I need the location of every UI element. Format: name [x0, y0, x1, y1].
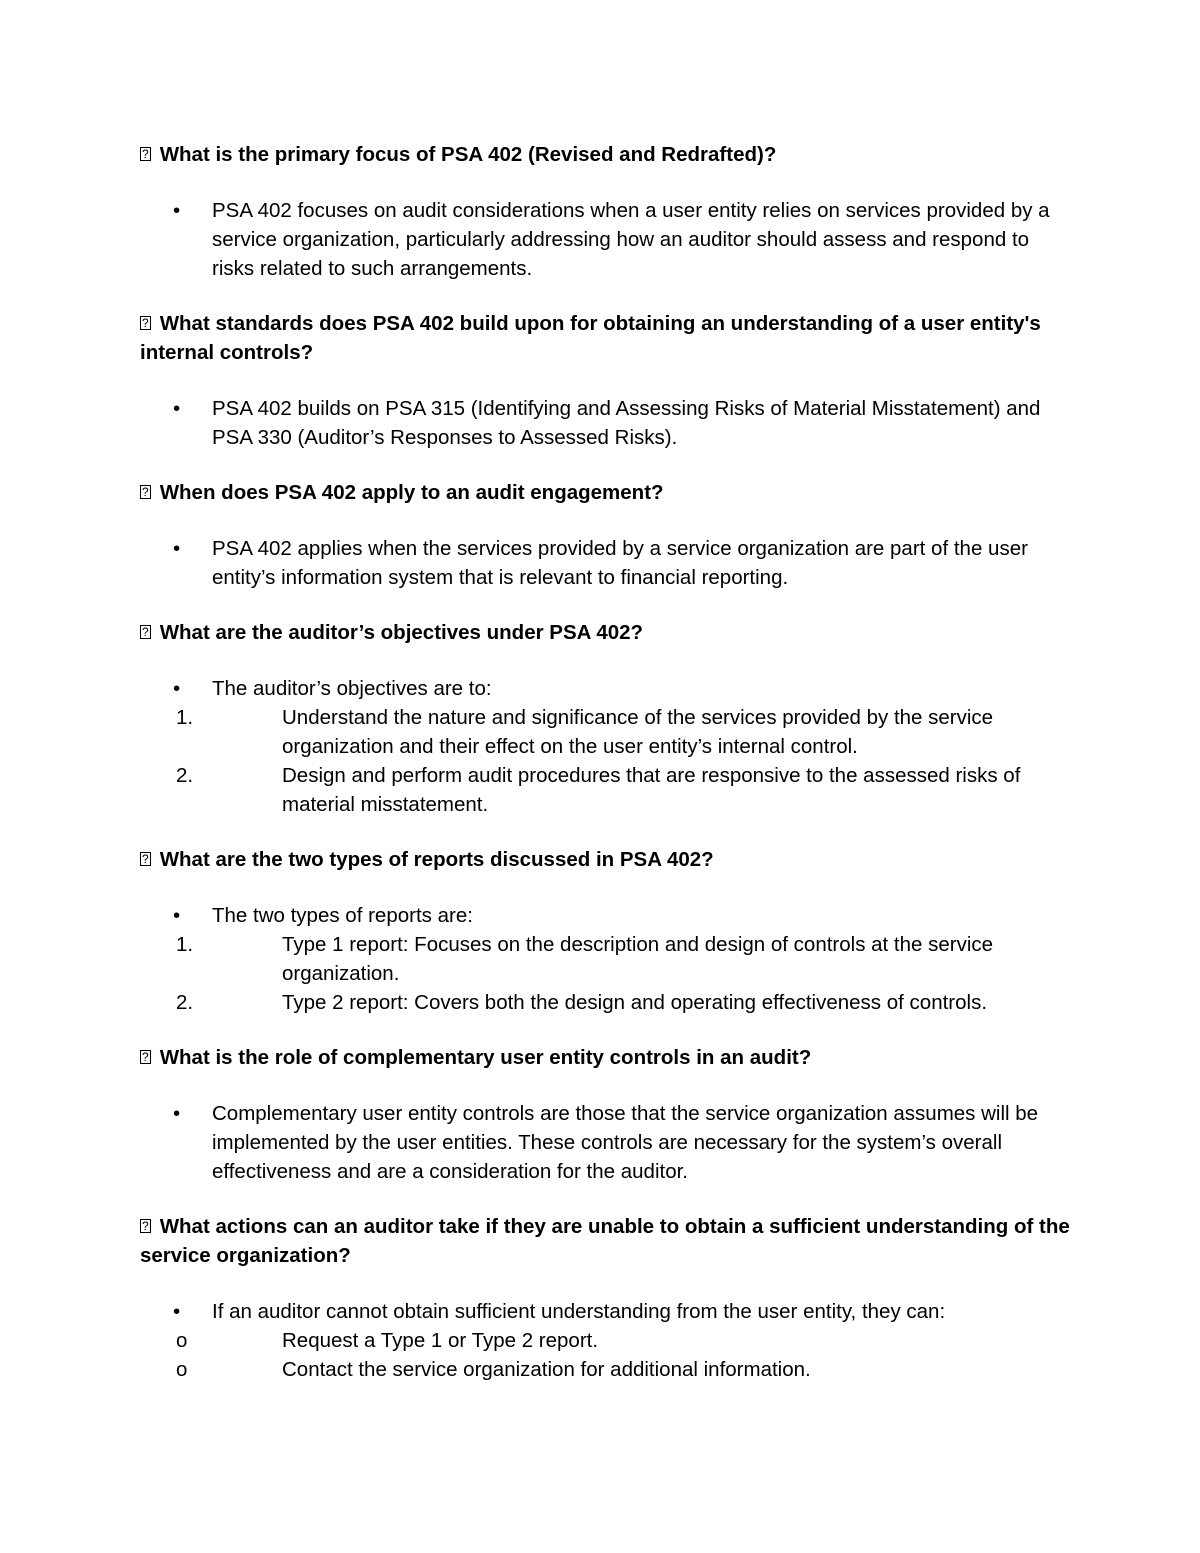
question-3: [140, 478, 1070, 507]
missing-glyph-icon: ?: [142, 852, 149, 866]
question-1: [140, 140, 1070, 169]
question-text: When does PSA 402 apply to an audit engagement?: [159, 481, 664, 504]
sub-item: [142, 988, 1070, 1017]
answer-item: [140, 674, 1070, 819]
answer-text: PSA 402 focuses on audit considerations when a user entity relies on services provided by a service organization, particularly addressing how an auditor should assess and respond to risks related to such arrangements.: [212, 199, 1050, 280]
bullet-icon: •: [173, 677, 181, 700]
sub-item: [142, 703, 1070, 761]
list-number: 2.: [176, 764, 194, 787]
circle-bullet-icon: o: [176, 1358, 188, 1381]
question-4: [140, 618, 1070, 647]
answer-list-3: [140, 534, 1070, 592]
bullet-icon: •: [173, 1300, 181, 1323]
missing-glyph-icon: ?: [142, 316, 149, 330]
answer-list-4: [140, 674, 1070, 819]
question-7: [140, 1212, 1070, 1270]
answer-item: [140, 394, 1070, 452]
missing-glyph-icon: ?: [142, 625, 149, 639]
sub-list: [176, 1326, 1070, 1384]
missing-glyph-icon: ?: [142, 147, 149, 161]
question-text: What is the primary focus of PSA 402 (Revised and Redrafted)?: [159, 143, 777, 166]
answer-text: The two types of reports are:: [212, 904, 473, 927]
question-text: What actions can an auditor take if they are unable to obtain a sufficient understanding of the service organization?: [140, 1215, 1070, 1267]
sub-item: [142, 930, 1070, 988]
sub-item-text: Type 1 report: Focuses on the description and design of controls at the service organization.: [282, 933, 994, 985]
answer-list-6: [140, 1099, 1070, 1186]
sub-list: [176, 703, 1070, 819]
question-text: What are the two types of reports discussed in PSA 402?: [159, 848, 714, 871]
list-number: 1.: [176, 706, 194, 729]
sub-item-text: Design and perform audit procedures that are responsive to the assessed risks of material misstatement.: [282, 764, 1021, 816]
bullet-icon: •: [173, 904, 181, 927]
bullet-icon: •: [173, 1102, 181, 1125]
question-text: What are the auditor’s objectives under PSA 402?: [159, 621, 644, 644]
sub-item-text: Request a Type 1 or Type 2 report.: [282, 1329, 599, 1352]
answer-text: PSA 402 applies when the services provided by a service organization are part of the user entity’s information system that is relevant to financial reporting.: [212, 537, 1028, 589]
sub-item: [142, 761, 1070, 819]
list-number: 1.: [176, 933, 194, 956]
sub-item-text: Type 2 report: Covers both the design and operating effectiveness of controls.: [282, 991, 988, 1014]
question-2: [140, 309, 1070, 367]
missing-glyph-icon: ?: [142, 1050, 149, 1064]
bullet-icon: •: [173, 199, 181, 222]
missing-glyph-icon: ?: [142, 485, 149, 499]
document-page: [140, 140, 1070, 1410]
answer-item: [140, 1099, 1070, 1186]
answer-list-2: [140, 394, 1070, 452]
bullet-icon: •: [173, 537, 181, 560]
answer-list-5: [140, 901, 1070, 1017]
sub-list: [176, 930, 1070, 1017]
list-number: 2.: [176, 991, 194, 1014]
question-5: [140, 845, 1070, 874]
bullet-icon: •: [173, 397, 181, 420]
answer-item: [140, 1297, 1070, 1384]
question-text: What is the role of complementary user entity controls in an audit?: [159, 1046, 812, 1069]
sub-item: [142, 1326, 1070, 1355]
answer-text: The auditor’s objectives are to:: [212, 677, 492, 700]
sub-item-text: Understand the nature and significance of the services provided by the service organization and their effect on the user entity’s internal control.: [282, 706, 994, 758]
answer-item: [140, 534, 1070, 592]
sub-item: [142, 1355, 1070, 1384]
answer-text: If an auditor cannot obtain sufficient understanding from the user entity, they can:: [212, 1300, 946, 1323]
answer-text: Complementary user entity controls are those that the service organization assumes will be implemented by the user entities. These controls are necessary for the system’s overall effectiveness and are a consideration for the auditor.: [212, 1102, 1039, 1183]
circle-bullet-icon: o: [176, 1329, 188, 1352]
answer-item: [140, 901, 1070, 1017]
answer-list-7: [140, 1297, 1070, 1384]
answer-text: PSA 402 builds on PSA 315 (Identifying and Assessing Risks of Material Misstatement) and PSA 330 (Auditor’s Responses to Assessed Risks).: [212, 397, 1041, 449]
answer-item: [140, 196, 1070, 283]
sub-item-text: Contact the service organization for additional information.: [282, 1358, 811, 1381]
missing-glyph-icon: ?: [142, 1219, 149, 1233]
answer-list-1: [140, 196, 1070, 283]
question-text: What standards does PSA 402 build upon for obtaining an understanding of a user entity's internal controls?: [140, 312, 1041, 364]
question-6: [140, 1043, 1070, 1072]
